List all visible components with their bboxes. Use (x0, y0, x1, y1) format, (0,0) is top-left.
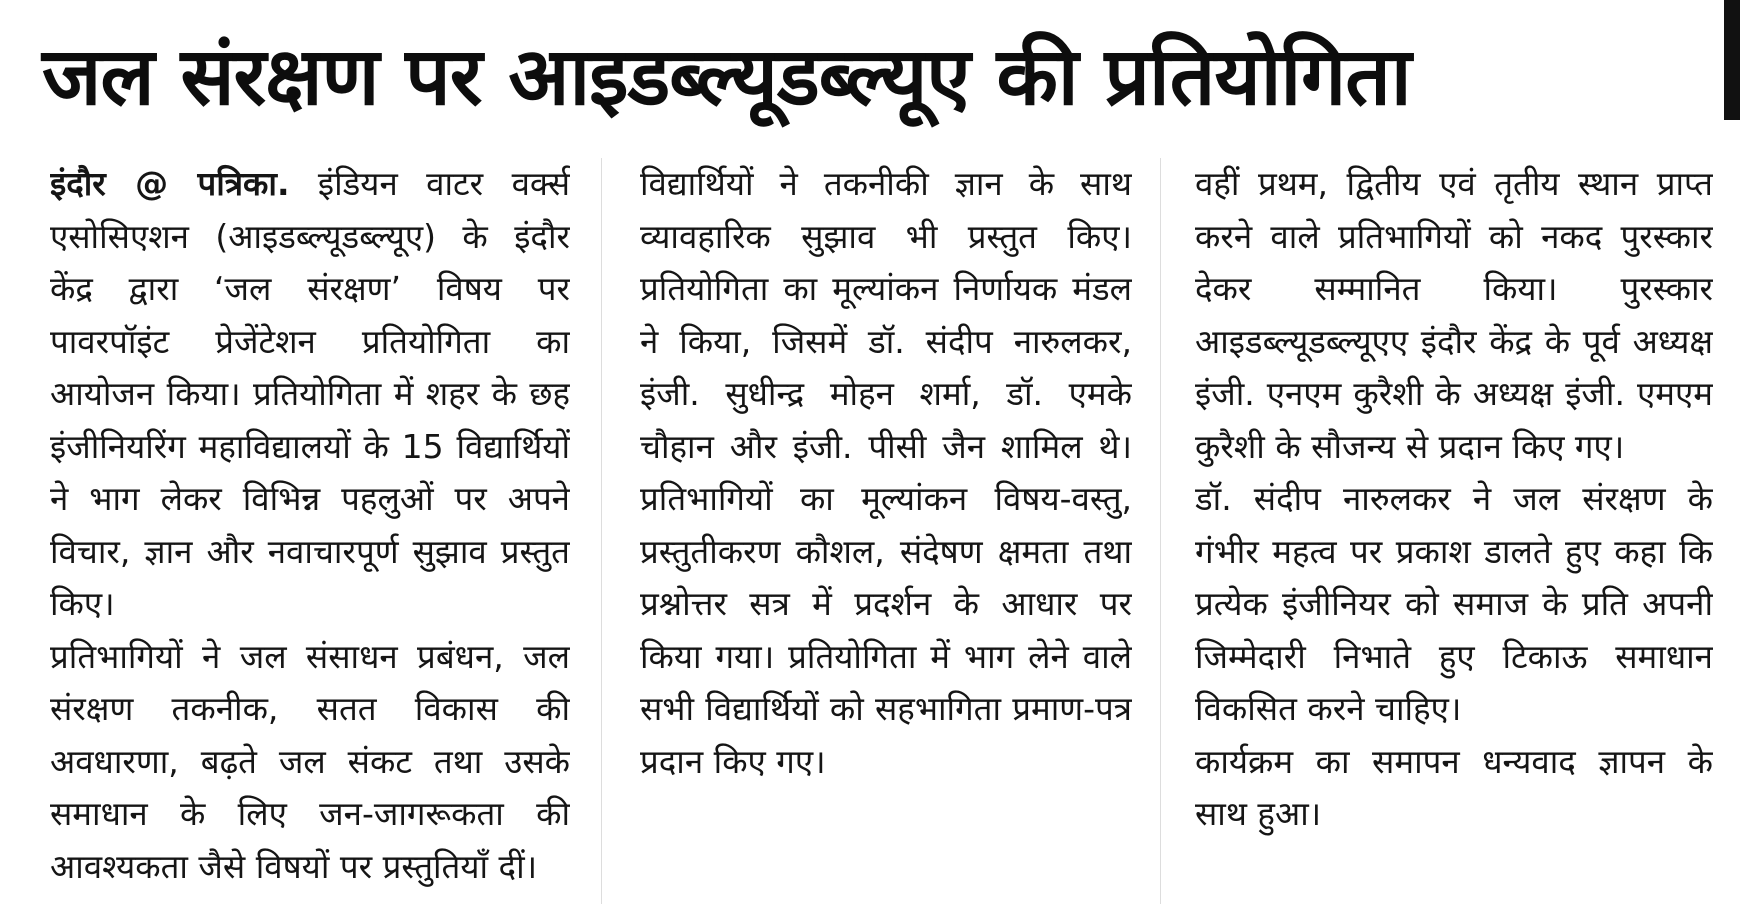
article-column-3 (1195, 158, 1713, 904)
column-separator (601, 158, 602, 904)
article-headline: जल संरक्षण पर आइडब्ल्यूडब्ल्यूए की प्रतियोगिता (42, 30, 1411, 123)
article-paragraph (50, 158, 570, 631)
article-column-2 (640, 158, 1132, 904)
article-body-text: इंडियन वाटर वर्क्स एसोसिएशन (आइडब्ल्यूडब्ल्यूए) के इंदौर केंद्र द्वारा ‘जल संरक्षण’ विषय पर पावरपॉइंट प्रेजेंटेशन प्रतियोगिता का आयोजन किया। प्रतियोगिता में शहर के छह इंजीनियरिंग महाविद्यालयों के 15 विद्यार्थियों ने भाग लेकर विभिन्न पहलुओं पर अपने विचार, ज्ञान और नवाचारपूर्ण सुझाव प्रस्तुत किए। (50, 164, 570, 623)
article-paragraph: विद्यार्थियों ने तकनीकी ज्ञान के साथ व्यावहारिक सुझाव भी प्रस्तुत किए। प्रतियोगिता का मूल्यांकन निर्णायक मंडल ने किया, जिसमें डॉ. संदीप नारुलकर, इंजी. सुधीन्द्र मोहन शर्मा, डॉ. एमके चौहान और इंजी. पीसी जैन शामिल थे। प्रतिभागियों का मूल्यांकन विषय-वस्तु, प्रस्तुतीकरण कौशल, संदेषण क्षमता तथा प्रश्नोत्तर सत्र में प्रदर्शन के आधार पर किया गया। प्रतियोगिता में भाग लेने वाले सभी विद्यार्थियों को सहभागिता प्रमाण-पत्र प्रदान किए गए। (640, 164, 1132, 781)
article-paragraph: वहीं प्रथम, द्वितीय एवं तृतीय स्थान प्राप्त करने वाले प्रतिभागियों को नकद पुरस्कार देकर सम्मानित किया। पुरस्कार आइडब्ल्यूडब्ल्यूएए इंदौर केंद्र के पूर्व अध्यक्ष इंजी. एनएम कुरैशी के अध्यक्ष इंजी. एमएम कुरैशी के सौजन्य से प्रदान किए गए। (1195, 164, 1713, 466)
edge-shadow (1724, 0, 1740, 120)
article-column-1 (50, 158, 570, 904)
article-dateline: इंदौर @ पत्रिका. (50, 164, 290, 203)
article-paragraph: प्रतिभागियों ने जल संसाधन प्रबंधन, जल संरक्षण तकनीक, सतत विकास की अवधारणा, बढ़ते जल संकट तथा उसके समाधान के लिए जन-जागरूकता की आवश्यकता जैसे विषयों पर प्रस्तुतियाँ दीं। (50, 636, 570, 886)
article-paragraph: डॉ. संदीप नारुलकर ने जल संरक्षण के गंभीर महत्व पर प्रकाश डालते हुए कहा कि प्रत्येक इंजीनियर को समाज के प्रति अपनी जिम्मेदारी निभाते हुए टिकाऊ समाधान विकसित करने चाहिए। (1195, 479, 1713, 728)
article-paragraph: कार्यक्रम का समापन धन्यवाद ज्ञापन के साथ हुआ। (1195, 741, 1713, 833)
column-separator (1160, 158, 1161, 904)
